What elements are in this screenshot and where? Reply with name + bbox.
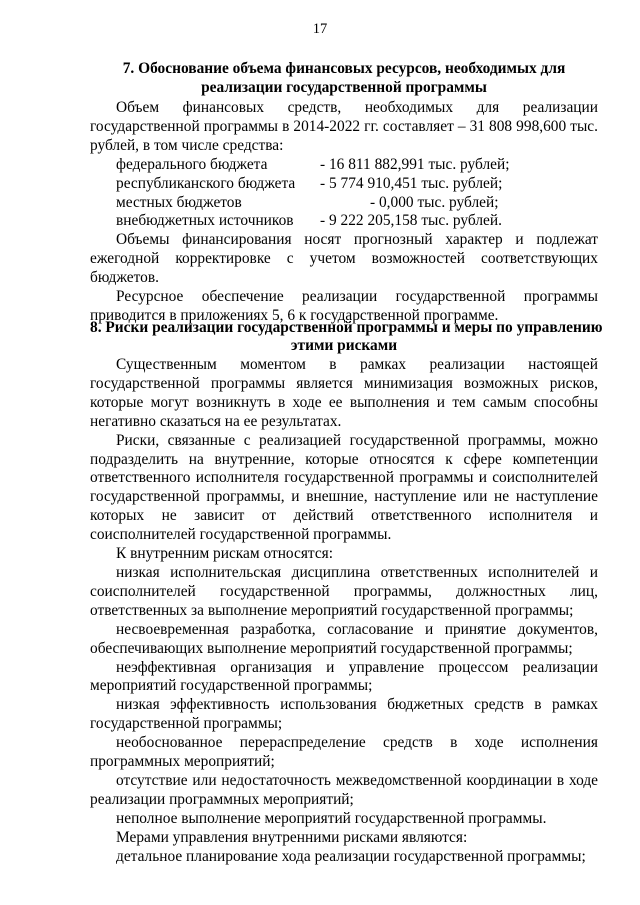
funding-label: внебюджетных источников — [116, 212, 294, 230]
funding-row — [90, 175, 598, 194]
risk-item-line: государственной программы; — [90, 715, 283, 733]
paragraph-line: рублей, в том числе средства: — [90, 136, 284, 154]
funding-label: федерального бюджета — [116, 155, 268, 173]
risk-item-line: низкая исполнительская дисциплина ответственных исполнителей и — [116, 563, 598, 581]
funding-row — [90, 212, 598, 231]
risk-item-line: неэффективная организация и управление процессом реализации — [116, 658, 598, 676]
risk-item-line: соисполнителей государственной программы, должностных лиц, — [90, 582, 598, 600]
section-7-heading — [90, 60, 598, 98]
funding-list — [90, 156, 598, 232]
paragraph-line: которые могут возникнуть в ходе ее выполнения и тем самым способны — [90, 393, 598, 411]
funding-row — [90, 194, 598, 213]
paragraph-line: Объем финансовых средств, необходимых для реализации — [116, 99, 598, 116]
funding-amount: - 5 774 910,451 тыс. рублей; — [320, 174, 503, 192]
funding-row — [90, 156, 598, 175]
risk-item-line: неполное выполнение мероприятий государственной программы. — [116, 809, 547, 827]
paragraph-line: Риски, связанные с реализацией государственной программы, можно — [116, 431, 598, 449]
paragraph-line: государственной программы, и внешние, наступление или не наступление — [90, 488, 598, 506]
measure-item-line: детальное планирование хода реализации государственной программы; — [116, 847, 586, 865]
heading-line: 7. Обоснование объема финансовых ресурсов, необходимых для — [122, 60, 566, 77]
funding-label: республиканского бюджета — [116, 174, 296, 192]
section-8-body — [90, 356, 598, 866]
heading-line: реализации государственной программы — [201, 78, 487, 96]
funding-amount: - 0,000 тыс. рублей; — [370, 193, 499, 211]
paragraph-line: приводится в приложениях 5, 6 к государственной программе. — [90, 306, 499, 324]
page-number: 17 — [312, 21, 328, 37]
paragraph-line: соисполнителей государственной программы. — [90, 526, 392, 544]
heading-line: 8. Риски реализации государственной программы и меры по управлению — [90, 319, 603, 336]
paragraph-line: государственной программы является минимизация возможных рисков, — [90, 374, 598, 392]
section-8-heading — [90, 319, 603, 354]
funding-amount: - 9 222 205,158 тыс. рублей. — [320, 212, 502, 230]
risk-item-line: обеспечивающих выполнение мероприятий государственной программы; — [90, 639, 573, 657]
risk-item-line: реализации программных мероприятий; — [90, 790, 354, 808]
paragraph-line: государственной программы в 2014-2022 гг. составляет – 31 808 998,600 тыс. — [90, 117, 598, 135]
paragraph-line: ответственного исполнителя государственной программы и соисполнителей — [90, 469, 598, 487]
risk-item-line: необоснованное перераспределение средств в ходе исполнения — [116, 734, 598, 752]
list-intro: К внутренним рискам относятся: — [116, 545, 334, 563]
paragraph-line: Существенным моментом в рамках реализации настоящей — [116, 356, 598, 373]
paragraph-line: подразделить на внутренние, которые относятся к сфере компетенции — [90, 450, 598, 468]
risk-item-line: низкая эффективность использования бюджетных средств в рамках — [116, 696, 598, 714]
section-7-body — [90, 99, 598, 326]
risk-item-line: ответственных за выполнение мероприятий государственной программы; — [90, 601, 574, 619]
risk-item-line: программных мероприятий; — [90, 753, 275, 771]
risk-item-line: несвоевременная разработка, согласование и принятие документов, — [116, 620, 598, 638]
risk-item-line: мероприятий государственной программы; — [90, 677, 373, 695]
paragraph-line: Объемы финансирования носят прогнозный характер и подлежат — [116, 231, 598, 249]
paragraph-line: ежегодной корректировке с учетом возможностей соответствующих — [90, 250, 598, 268]
paragraph-line: негативно сказаться на ее результатах. — [90, 412, 342, 430]
funding-label: местных бюджетов — [116, 193, 242, 211]
heading-line: этими рисками — [290, 336, 398, 354]
paragraph-line: которых не зависит от действий ответственного исполнителя и — [90, 507, 598, 525]
funding-amount: - 16 811 882,991 тыс. рублей; — [320, 155, 510, 173]
paragraph-line: Ресурсное обеспечение реализации государственной программы — [116, 288, 598, 305]
list-intro: Мерами управления внутренними рисками являются: — [116, 828, 468, 846]
risk-item-line: отсутствие или недостаточность межведомственной координации в ходе — [116, 771, 598, 789]
paragraph-line: бюджетов. — [90, 269, 159, 287]
